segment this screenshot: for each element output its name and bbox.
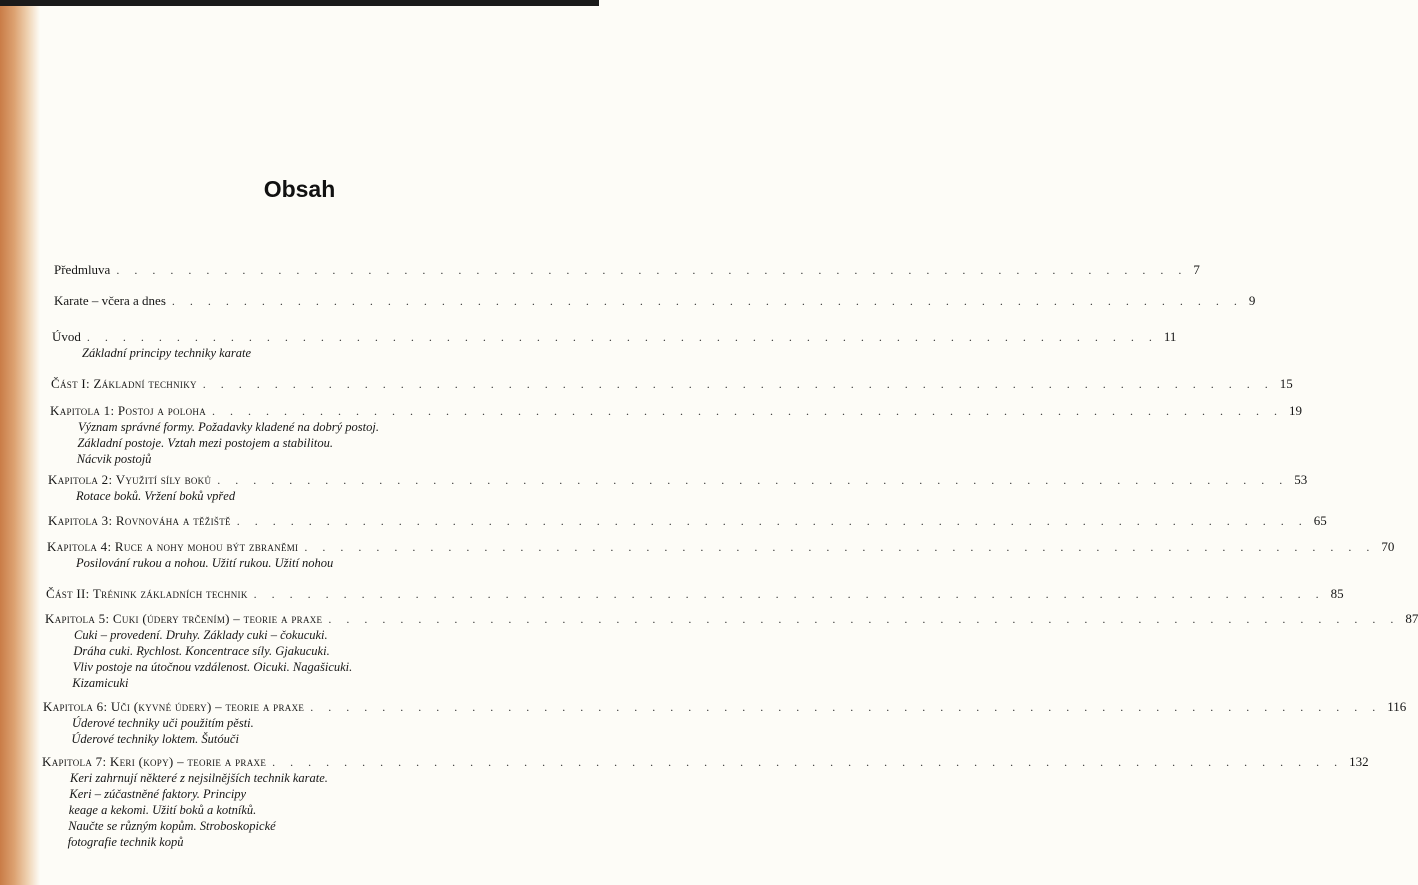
toc-entry-label: Kapitola 7: Keri (kopy) – teorie a praxe bbox=[42, 754, 267, 769]
toc-entry-line bbox=[0, 293, 1256, 309]
toc-entry-label: Kapitola 2: Využití síly boků bbox=[48, 472, 212, 487]
toc-entry-subtopics: Úderové techniky loktem. Šutóuči bbox=[71, 732, 239, 746]
leader-dots: . . . . . . . . . . . . . . . . . . . . . . . . . . . . . . . . . . . . . . . . . . . . . . . . . . . . . . . . . . . . bbox=[272, 755, 1344, 769]
toc-entry-subtopics: Naučte se různým kopům. Stroboskopické bbox=[68, 819, 276, 833]
toc-entry-label: Kapitola 5: Cuki (údery trčením) – teorie a praxe bbox=[45, 611, 323, 626]
toc-entry-page-number: 87 bbox=[1405, 611, 1418, 626]
toc-entry-line bbox=[0, 376, 1293, 392]
toc-entry-subtopics: Úderové techniky uči použitím pěsti. bbox=[72, 716, 254, 730]
toc-entry-label: Část II: Trénink základních technik bbox=[46, 586, 248, 601]
toc-entry-subtopics: Kizamicuki bbox=[72, 676, 129, 690]
toc-entry-label: Úvod bbox=[52, 329, 81, 344]
toc-entry-subtopics: Keri zahrnují některé z nejsilnějších technik karate. bbox=[70, 771, 328, 785]
toc-entry-page-number: 65 bbox=[1313, 513, 1327, 528]
page-title: Obsah bbox=[263, 176, 336, 202]
toc-entry-subtopics: keage a kekomi. Užití boků a kotníků. bbox=[68, 803, 257, 817]
toc-entry bbox=[0, 539, 1395, 571]
toc-entry-page-number: 7 bbox=[1193, 262, 1200, 277]
leader-dots: . . . . . . . . . . . . . . . . . . . . . . . . . . . . . . . . . . . . . . . . . . . . . . . . . . . . . . . . . . . . bbox=[171, 294, 1243, 308]
toc-entry bbox=[0, 611, 1418, 691]
toc-entry-subtopics: Posilování rukou a nohou. Užití rukou. Užití nohou bbox=[76, 556, 334, 570]
toc-entry-subtopics: Dráha cuki. Rychlost. Koncentrace síly. Gjakucuki. bbox=[73, 644, 330, 658]
toc-entry-page-number: 132 bbox=[1349, 754, 1369, 769]
toc-entry bbox=[0, 472, 1308, 504]
toc-entry-page-number: 53 bbox=[1294, 472, 1308, 487]
leader-dots: . . . . . . . . . . . . . . . . . . . . . . . . . . . . . . . . . . . . . . . . . . . . . . . . . . . . . . . . . . . . bbox=[328, 612, 1400, 626]
toc-entry-subtopics: fotografie technik kopů bbox=[67, 835, 184, 849]
toc-entry bbox=[0, 754, 1369, 850]
leader-dots: . . . . . . . . . . . . . . . . . . . . . . . . . . . . . . . . . . . . . . . . . . . . . . . . . . . . . . . . . . . . bbox=[116, 263, 1188, 277]
toc-entry-page-number: 70 bbox=[1381, 539, 1395, 554]
toc-entry-line bbox=[0, 611, 1418, 627]
toc-entry-page-number: 15 bbox=[1279, 376, 1293, 391]
leader-dots: . . . . . . . . . . . . . . . . . . . . . . . . . . . . . . . . . . . . . . . . . . . . . . . . . . . . . . . . . . . . bbox=[236, 514, 1308, 528]
leader-dots: . . . . . . . . . . . . . . . . . . . . . . . . . . . . . . . . . . . . . . . . . . . . . . . . . . . . . . . . . . . . bbox=[253, 587, 1325, 601]
leader-dots: . . . . . . . . . . . . . . . . . . . . . . . . . . . . . . . . . . . . . . . . . . . . . . . . . . . . . . . . . . . . bbox=[212, 404, 1284, 418]
toc-entry-page-number: 11 bbox=[1163, 329, 1177, 344]
toc-entry-subtopics: Keri – zúčastněné faktory. Principy bbox=[69, 787, 247, 801]
toc-entry-page-number: 116 bbox=[1387, 699, 1407, 714]
toc-entry-subtopics: Význam správné formy. Požadavky kladené na dobrý postoj. bbox=[78, 420, 379, 434]
toc-entry-page-number: 19 bbox=[1289, 403, 1303, 418]
toc-entry bbox=[0, 329, 1177, 361]
toc-entry-line bbox=[0, 403, 1303, 419]
toc-entry-line bbox=[0, 754, 1369, 770]
toc-entry-subtopics: Základní postoje. Vztah mezi postojem a stabilitou. bbox=[77, 436, 333, 450]
toc-entry-subtopics: Základní principy techniky karate bbox=[82, 346, 252, 360]
toc-entry-label: Kapitola 3: Rovnováha a těžiště bbox=[48, 513, 231, 528]
toc-entry-label: Kapitola 1: Postoj a poloha bbox=[50, 403, 207, 418]
toc-entry-subtopics: Nácvik postojů bbox=[76, 452, 152, 466]
toc-entry-label: Kapitola 4: Ruce a nohy mohou být zbraněmi bbox=[47, 539, 299, 554]
toc-entry-line bbox=[0, 472, 1308, 488]
page-top-edge bbox=[0, 0, 599, 6]
toc-entry-line bbox=[0, 262, 1200, 278]
toc-entry-page-number: 85 bbox=[1330, 586, 1344, 601]
leader-dots: . . . . . . . . . . . . . . . . . . . . . . . . . . . . . . . . . . . . . . . . . . . . . . . . . . . . . . . . . . . . bbox=[304, 540, 1376, 554]
toc-entry-line bbox=[0, 586, 1344, 602]
leader-dots: . . . . . . . . . . . . . . . . . . . . . . . . . . . . . . . . . . . . . . . . . . . . . . . . . . . . . . . . . . . . bbox=[217, 473, 1289, 487]
toc-entry-label: Kapitola 6: Uči (kyvné údery) – teorie a praxe bbox=[43, 699, 305, 714]
toc-entry bbox=[0, 513, 1327, 529]
toc-entry-line bbox=[0, 329, 1177, 345]
toc-entry bbox=[0, 403, 1303, 467]
toc-entry-line bbox=[0, 513, 1327, 529]
leader-dots: . . . . . . . . . . . . . . . . . . . . . . . . . . . . . . . . . . . . . . . . . . . . . . . . . . . . . . . . . . . . bbox=[202, 377, 1274, 391]
leader-dots: . . . . . . . . . . . . . . . . . . . . . . . . . . . . . . . . . . . . . . . . . . . . . . . . . . . . . . . . . . . . bbox=[86, 330, 1158, 344]
toc-entry bbox=[0, 262, 1200, 278]
toc-entry-subtopics: Rotace boků. Vržení boků vpřed bbox=[76, 489, 236, 503]
toc-entry-page-number: 9 bbox=[1248, 293, 1256, 308]
toc-entry bbox=[0, 376, 1293, 392]
toc-entry bbox=[0, 293, 1256, 309]
toc-entry-line bbox=[0, 699, 1407, 715]
toc-entry-label: Předmluva bbox=[54, 262, 111, 277]
toc-entry-line bbox=[0, 539, 1395, 555]
toc-entry-subtopics: Vliv postoje na útočnou vzdálenost. Oicuki. Nagašicuki. bbox=[72, 660, 353, 674]
toc-entry-label: Karate – včera a dnes bbox=[54, 293, 166, 308]
toc-entry-label: Část I: Základní techniky bbox=[51, 376, 197, 391]
toc-entry-subtopics: Cuki – provedení. Druhy. Základy cuki – čokucuki. bbox=[74, 628, 328, 642]
toc-entry bbox=[0, 586, 1344, 602]
leader-dots: . . . . . . . . . . . . . . . . . . . . . . . . . . . . . . . . . . . . . . . . . . . . . . . . . . . . . . . . . . . . bbox=[310, 700, 1382, 714]
toc-entry bbox=[0, 699, 1407, 747]
